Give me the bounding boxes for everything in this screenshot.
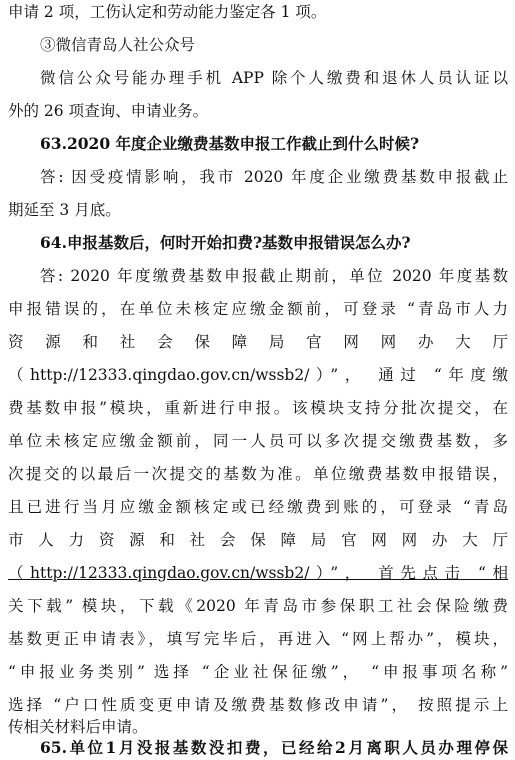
text-line: 单位未核定应缴金额前，同一人员可以多次提交缴费基数，多 bbox=[8, 432, 508, 450]
question-heading: 63.2020 年度企业缴费基数申报工作截止到什么时候? bbox=[40, 134, 420, 153]
text-line: 选择 “户口性质变更申请及缴费基数修改申请”， 按照提示上 bbox=[8, 696, 508, 714]
text-line: 外的 26 项查询、申请业务。 bbox=[8, 102, 209, 120]
text-line: 关下载” 模块，下载《2020 年青岛市参保职工社会保险缴费 bbox=[8, 597, 508, 615]
url-line: （http://12333.qingdao.gov.cn/wssb2/）”， 通过 “年度缴 bbox=[8, 366, 508, 384]
text-line: 市 人 力 资 源 和 社 会 保 障 局 官 网 网 办 大 厅 bbox=[8, 531, 508, 549]
text-line: 答: 2020 年度缴费基数申报截止期前，单位 2020 年度基数 bbox=[40, 267, 508, 285]
text-line: 费基数申报”模块，重新进行申报。该模块支持分批次提交，在 bbox=[8, 399, 508, 417]
text-line: 答: 因受疫情影响，我市 2020 年度企业缴费基数申报截止 bbox=[40, 168, 508, 186]
text-line: 微信公众号能办理手机 APP 除个人缴费和退休人员认证以 bbox=[40, 69, 508, 87]
url-line: （http://12333.qingdao.gov.cn/wssb2/）”， 首先点击 “相 bbox=[8, 564, 508, 582]
text-line: 申请 2 项，工伤认定和劳动能力鉴定各 1 项。 bbox=[8, 3, 327, 21]
text-line: 且已进行当月应缴金额核定或已经缴费到账的，可登录 “青岛 bbox=[8, 498, 508, 516]
text-line: 期延至 3 月底。 bbox=[8, 201, 121, 219]
text-line: 传相关材料后申请。 bbox=[8, 718, 148, 736]
question-heading: 64.申报基数后，何时开始扣费?基数申报错误怎么办? bbox=[40, 233, 411, 252]
text-line: ③微信青岛人社公众号 bbox=[40, 36, 196, 54]
text-line: 基数更正申请表》，填写完毕后，再进入 “网上帮办”，模块， bbox=[8, 630, 508, 648]
text-line: 申报错误的，在单位未核定应缴金额前，可登录 “青岛市人力 bbox=[8, 300, 508, 318]
question-heading: 65.单位1月没报基数没扣费，已经给2月离职人员办理停保 bbox=[40, 738, 508, 757]
text-line: 次提交的以最后一次提交的基数为准。单位缴费基数申报错误， bbox=[8, 465, 508, 483]
text-line: 资 源 和 社 会 保 障 局 官 网 网 办 大 厅 bbox=[8, 333, 508, 351]
text-line: “申报业务类别” 选择 “企业社保征缴”， “申报事项名称” bbox=[8, 663, 508, 681]
